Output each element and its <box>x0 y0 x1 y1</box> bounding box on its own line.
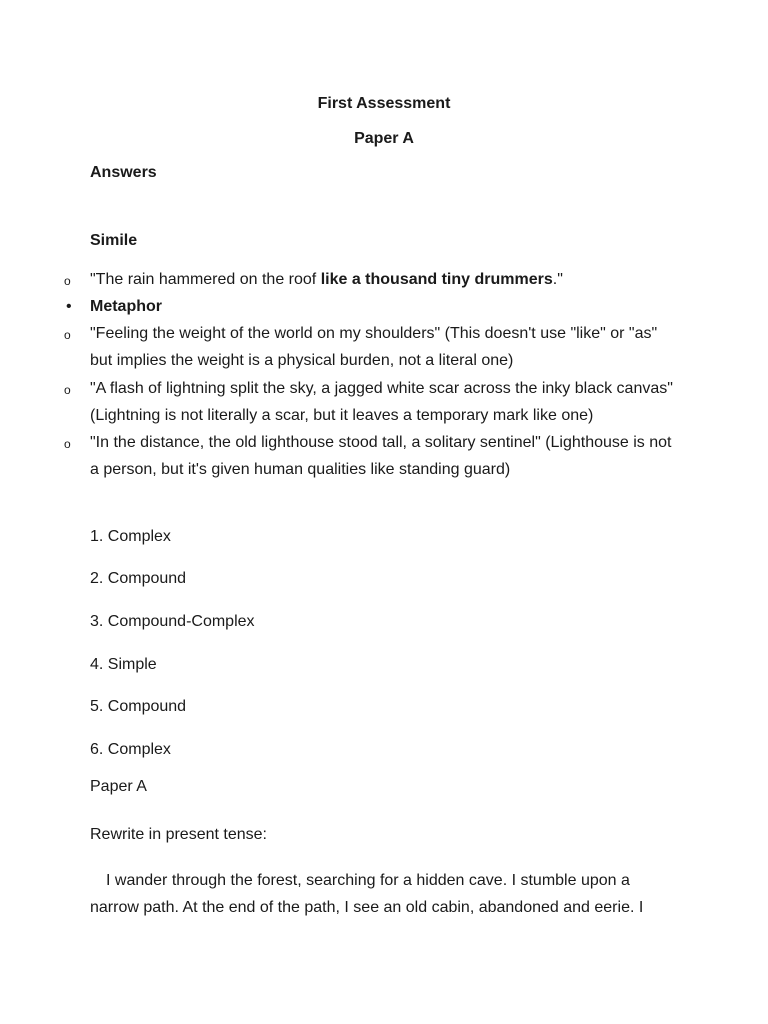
metaphor-heading: Metaphor <box>90 298 162 315</box>
simile-item <box>90 266 680 293</box>
passage-text: I wander through the forest, searching for a hidden cave. I stumble upon a narrow path. At the end of the path, I see an old cabin, abandoned and eerie. I <box>90 872 644 916</box>
metaphor-item: "A flash of lightning split the sky, a jagged white scar across the inky black canvas" (Lightning is not literally a scar, but it leaves a temporary mark like one) <box>90 380 673 424</box>
document-title: First Assessment <box>317 95 451 112</box>
instruction-text: Rewrite in present tense: <box>90 826 267 843</box>
sentence-type-item: 4. Simple <box>90 656 157 673</box>
sentence-type-item: 6. Complex <box>90 741 171 758</box>
sentence-type-item: 2. Compound <box>90 570 187 587</box>
section-title: Paper A <box>90 778 147 795</box>
simile-heading: Simile <box>90 232 138 249</box>
simile-text-start: "The rain hammered on the roof <box>90 271 321 288</box>
simile-text-end: ." <box>552 271 563 288</box>
sentence-type-item: 5. Compound <box>90 698 187 715</box>
list-bullet-hollow: o <box>64 274 71 288</box>
metaphor-item: "In the distance, the old lighthouse stood tall, a solitary sentinel" (Lighthouse is not a person, but it's given human qualities like standing guard) <box>90 434 672 478</box>
document-subtitle: Paper A <box>354 130 414 147</box>
list-bullet-hollow: o <box>64 437 71 451</box>
list-bullet-solid: • <box>66 298 72 315</box>
sentence-type-item: 3. Compound-Complex <box>90 613 255 630</box>
list-bullet-hollow: o <box>64 328 71 342</box>
answers-heading: Answers <box>90 164 157 181</box>
metaphor-item: "Feeling the weight of the world on my shoulders" (This doesn't use "like" or "as" but implies the weight is a physical burden, not a literal one) <box>90 325 658 369</box>
sentence-type-item: 1. Complex <box>90 528 171 545</box>
list-bullet-hollow: o <box>64 383 71 397</box>
simile-text-bold: like a thousand tiny drummers <box>320 271 553 288</box>
